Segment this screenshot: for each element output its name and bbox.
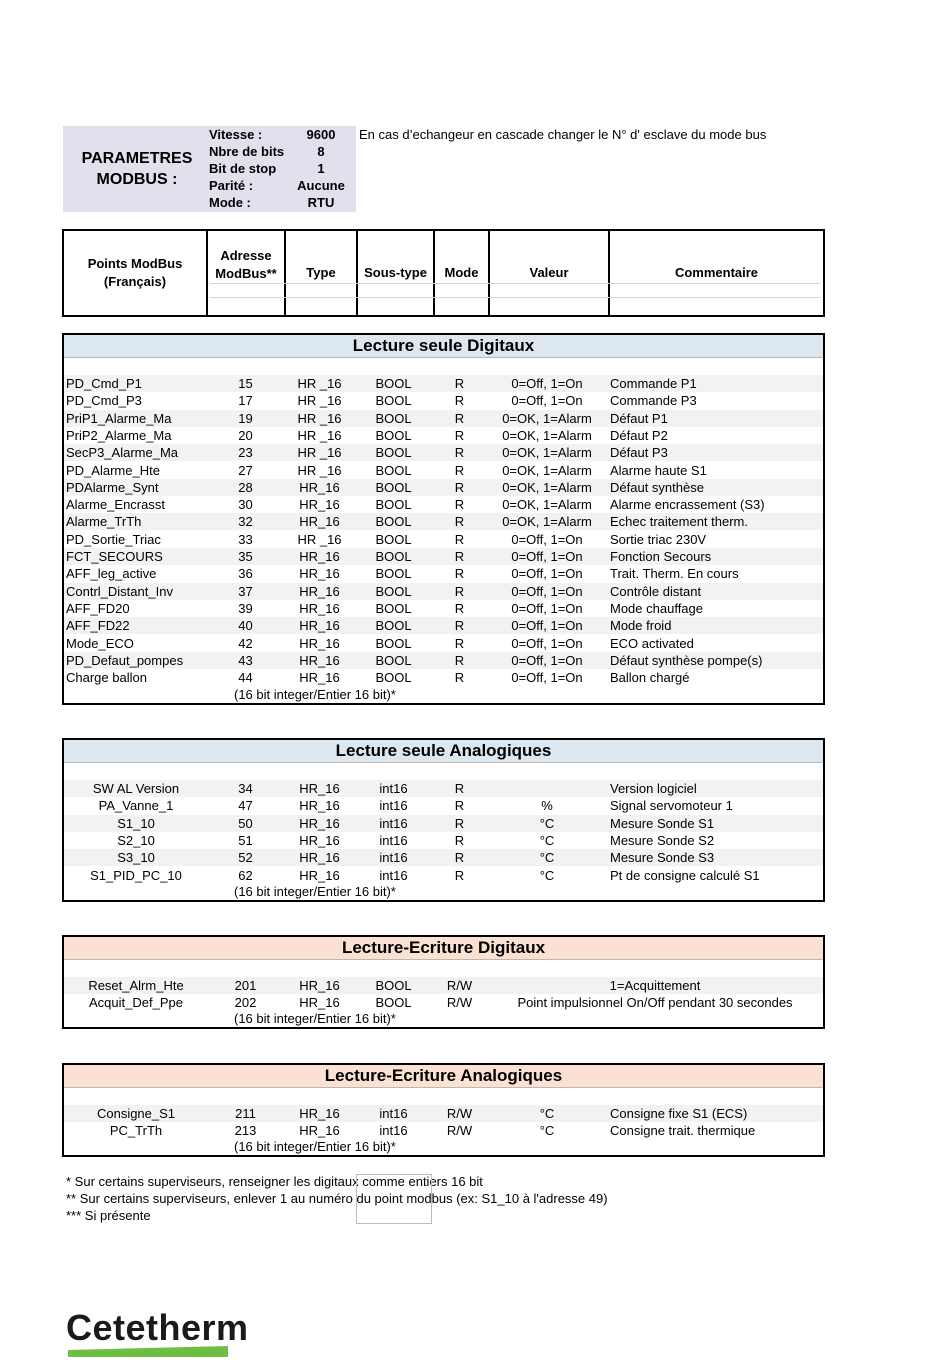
section-title: Lecture seule Digitaux xyxy=(64,335,823,358)
cell-modbus-address: 19 xyxy=(238,410,253,426)
cell-value-range: °C xyxy=(539,1123,555,1139)
section-rw-analog xyxy=(62,1063,825,1157)
cell-subtype: BOOL xyxy=(375,583,412,599)
cell-subtype: BOOL xyxy=(375,514,412,530)
cell-modbus-address: 32 xyxy=(238,514,253,530)
cell-register-type: HR _16 xyxy=(297,531,342,547)
column-header-table xyxy=(62,229,825,317)
cell-access-mode: R xyxy=(454,566,465,582)
cell-comment: Mesure Sonde S3 xyxy=(610,850,715,866)
cell-modbus-address: 50 xyxy=(238,815,253,831)
cell-access-mode: R xyxy=(454,635,465,651)
cell-value-range: 0=Off, 1=On xyxy=(511,618,583,634)
table-row xyxy=(64,565,823,582)
cell-modbus-address: 39 xyxy=(238,600,253,616)
cell-comment: Alarme encrassement (S3) xyxy=(610,497,765,513)
param-value-parity: Aucune xyxy=(297,178,345,193)
cell-register-type: HR _16 xyxy=(297,410,342,426)
param-value-bits: 8 xyxy=(317,144,325,159)
cell-access-mode: R xyxy=(454,445,465,461)
cell-point-name: PD_Alarme_Hte xyxy=(66,462,160,478)
header-comment: Commentaire xyxy=(674,265,759,280)
cell-comment: Fonction Secours xyxy=(610,549,712,564)
table-row xyxy=(64,652,823,669)
cell-subtype: BOOL xyxy=(375,531,412,547)
header-name-line1: Points ModBus xyxy=(87,256,183,271)
header-mode: Mode xyxy=(435,231,490,315)
cell-point-name: PD_Cmd_P1 xyxy=(66,376,142,391)
cell-modbus-address: 20 xyxy=(238,427,253,443)
cell-point-name: S3_10 xyxy=(117,850,155,866)
cell-comment: Mesure Sonde S1 xyxy=(610,815,715,831)
param-label-parity: Parité : xyxy=(209,178,254,193)
cell-access-mode: R xyxy=(454,531,465,547)
cell-register-type: HR _16 xyxy=(297,462,342,478)
table-row xyxy=(64,496,823,513)
cell-modbus-address: 28 xyxy=(238,479,253,495)
cell-comment: Défaut synthèse pompe(s) xyxy=(610,652,763,668)
cell-subtype: BOOL xyxy=(375,393,412,409)
cell-value-range: 0=Off, 1=On xyxy=(511,635,583,651)
cell-subtype: BOOL xyxy=(375,376,412,391)
cell-subtype: BOOL xyxy=(375,995,412,1011)
cell-modbus-address: 34 xyxy=(238,781,253,796)
cell-comment: Consigne trait. thermique xyxy=(610,1123,756,1139)
section-footnote: (16 bit integer/Entier 16 bit)* xyxy=(234,1139,396,1154)
cell-value-range: 0=Off, 1=On xyxy=(511,393,583,409)
cell-register-type: HR_16 xyxy=(299,781,340,796)
footnote-2: ** Sur certains superviseurs, enlever 1 au numéro du point modbus (ex: S1_10 à l'adresse 49) xyxy=(66,1191,608,1206)
cell-point-name: Alarme_TrTh xyxy=(66,514,142,530)
cell-modbus-address: 43 xyxy=(238,652,253,668)
cell-access-mode: R xyxy=(454,850,465,866)
cell-comment: Trait. Therm. En cours xyxy=(610,566,739,582)
cell-access-mode: R xyxy=(454,376,465,391)
cell-point-name: SW AL Version xyxy=(92,781,180,796)
table-row xyxy=(64,832,823,849)
cell-comment: Consigne fixe S1 (ECS) xyxy=(610,1106,748,1121)
cell-subtype: BOOL xyxy=(375,479,412,495)
cell-subtype: BOOL xyxy=(375,427,412,443)
cell-register-type: HR_16 xyxy=(299,514,340,530)
cell-point-name: Contrl_Distant_Inv xyxy=(66,583,173,599)
cell-subtype: BOOL xyxy=(375,445,412,461)
cell-access-mode: R xyxy=(454,410,465,426)
cell-comment: Ballon chargé xyxy=(610,670,690,686)
cell-point-name: SecP3_Alarme_Ma xyxy=(66,445,178,461)
table-row xyxy=(64,548,823,565)
cell-register-type: HR_16 xyxy=(299,652,340,668)
cell-modbus-address: 23 xyxy=(238,445,253,461)
table-row xyxy=(64,1105,823,1122)
table-row xyxy=(64,410,823,427)
cell-modbus-address: 27 xyxy=(238,462,253,478)
table-row xyxy=(64,617,823,634)
cell-comment: Défaut P3 xyxy=(610,445,668,461)
cell-modbus-address: 202 xyxy=(234,995,257,1011)
cell-point-name: Acquit_Def_Ppe xyxy=(89,995,183,1011)
cell-comment: 1=Acquittement xyxy=(609,978,701,993)
cell-register-type: HR _16 xyxy=(297,376,342,391)
cell-modbus-address: 52 xyxy=(238,850,253,866)
modbus-parameters-title xyxy=(66,148,208,190)
table-row xyxy=(64,815,823,832)
cell-register-type: HR_16 xyxy=(299,566,340,582)
cell-comment: Signal servomoteur 1 xyxy=(610,798,733,814)
cell-value-range: °C xyxy=(539,832,555,848)
table-row xyxy=(64,479,823,496)
cell-access-mode: R xyxy=(454,832,465,848)
cell-value-range: 0=Off, 1=On xyxy=(511,376,583,391)
cell-register-type: HR_16 xyxy=(299,798,340,814)
cell-register-type: HR_16 xyxy=(299,600,340,616)
param-label-speed: Vitesse : xyxy=(209,127,263,142)
cell-subtype: BOOL xyxy=(375,410,412,426)
cell-register-type: HR_16 xyxy=(299,978,340,993)
cascade-note: En cas d’echangeur en cascade changer le N° d' esclave du mode bus xyxy=(359,127,767,142)
cell-comment: Alarme haute S1 xyxy=(610,462,707,478)
table-row xyxy=(64,635,823,652)
cell-point-name: S1_PID_PC_10 xyxy=(90,867,182,883)
cell-access-mode: R xyxy=(454,427,465,443)
params-title-line2: MODBUS : xyxy=(96,171,178,188)
cell-subtype: BOOL xyxy=(375,618,412,634)
section-rw-digital xyxy=(62,935,825,1029)
cell-point-name: PD_Cmd_P3 xyxy=(66,393,142,409)
cell-point-name: S2_10 xyxy=(117,832,155,848)
table-row xyxy=(64,867,823,884)
cell-comment: Mode froid xyxy=(610,618,672,634)
cell-value-range: 0=OK, 1=Alarm xyxy=(502,497,592,513)
cell-register-type: HR_16 xyxy=(299,497,340,513)
param-value-mode: RTU xyxy=(307,195,335,210)
cell-value-range: 0=OK, 1=Alarm xyxy=(502,410,592,426)
header-points-modbus xyxy=(64,231,208,315)
empty-cell-outline xyxy=(356,1174,432,1224)
cell-point-name: Charge ballon xyxy=(66,670,147,686)
cell-access-mode: R xyxy=(454,867,465,883)
cell-access-mode: R xyxy=(454,393,465,409)
cetetherm-logo: Cetetherm xyxy=(66,1307,249,1348)
cell-comment: ECO activated xyxy=(610,635,694,651)
logo-swoosh-icon xyxy=(68,1346,228,1357)
cell-value-range: 0=OK, 1=Alarm xyxy=(502,514,592,530)
cell-modbus-address: 211 xyxy=(235,1106,256,1121)
cell-point-name: S1_10 xyxy=(117,815,155,831)
cell-register-type: HR_16 xyxy=(299,583,340,599)
cell-subtype: int16 xyxy=(379,867,408,883)
cell-point-name: AFF_FD22 xyxy=(66,618,130,634)
header-addr-line2: ModBus** xyxy=(215,266,277,281)
section-title: Lecture-Ecriture Analogiques xyxy=(64,1065,823,1088)
cell-point-name: AFF_leg_active xyxy=(66,566,157,582)
cell-value-range: °C xyxy=(539,867,555,883)
table-row xyxy=(64,849,823,866)
cell-modbus-address: 213 xyxy=(234,1123,257,1139)
cell-modbus-address: 44 xyxy=(238,670,253,686)
cell-register-type: HR_16 xyxy=(299,479,340,495)
param-label-mode: Mode : xyxy=(209,195,251,210)
cell-value-range: 0=Off, 1=On xyxy=(511,549,583,564)
cell-value-range: °C xyxy=(539,815,555,831)
cell-access-mode: R xyxy=(454,549,465,564)
cell-value-range: 0=OK, 1=Alarm xyxy=(502,445,592,461)
cell-register-type: HR_16 xyxy=(299,995,340,1011)
cell-modbus-address: 62 xyxy=(238,867,253,883)
header-address xyxy=(208,231,286,315)
header-grid-line xyxy=(210,283,821,284)
table-row xyxy=(64,669,823,686)
cell-value-range: % xyxy=(541,798,553,814)
cell-access-mode: R/W xyxy=(446,1123,473,1139)
cell-subtype: BOOL xyxy=(375,635,412,651)
cell-access-mode: R/W xyxy=(446,978,473,993)
header-subtype: Sous-type xyxy=(358,231,435,315)
cell-subtype: BOOL xyxy=(375,670,412,686)
section-read-digital xyxy=(62,333,825,705)
cell-subtype: BOOL xyxy=(375,462,412,478)
cell-comment: Mode chauffage xyxy=(610,600,703,616)
cell-modbus-address: 47 xyxy=(238,798,253,814)
cell-modbus-address: 40 xyxy=(238,618,253,634)
cell-subtype: BOOL xyxy=(375,652,412,668)
cell-access-mode: R xyxy=(454,497,465,513)
cell-value-range: 0=Off, 1=On xyxy=(511,652,583,668)
cell-comment: Sortie triac 230V xyxy=(610,531,707,547)
cell-modbus-address: 17 xyxy=(238,393,253,409)
cell-comment: Version logiciel xyxy=(610,781,697,796)
cell-register-type: HR _16 xyxy=(297,427,342,443)
cell-point-name: PC_TrTh xyxy=(109,1123,163,1139)
cell-register-type: HR_16 xyxy=(299,670,340,686)
cell-access-mode: R xyxy=(454,583,465,599)
section-footnote: (16 bit integer/Entier 16 bit)* xyxy=(234,687,396,702)
cell-point-name: Reset_Alrm_Hte xyxy=(88,978,184,993)
table-row xyxy=(64,513,823,530)
cell-comment: Défaut P1 xyxy=(610,410,668,426)
footnote-1: * Sur certains superviseurs, renseigner les digitaux comme entiers 16 bit xyxy=(66,1174,483,1189)
cell-register-type: HR_16 xyxy=(299,815,340,831)
cell-access-mode: R/W xyxy=(446,995,473,1011)
section-read-analog xyxy=(62,738,825,902)
cell-point-name: PDAlarme_Synt xyxy=(66,479,159,495)
cell-comment: Echec traitement therm. xyxy=(610,514,748,530)
cell-access-mode: R/W xyxy=(446,1106,473,1121)
cell-access-mode: R xyxy=(454,618,465,634)
cell-modbus-address: 33 xyxy=(238,531,253,547)
cell-modbus-address: 35 xyxy=(238,549,253,564)
cell-subtype: BOOL xyxy=(375,549,412,564)
cell-subtype: int16 xyxy=(379,798,408,814)
cell-subtype: BOOL xyxy=(375,978,412,993)
table-row xyxy=(64,994,823,1011)
cell-register-type: HR_16 xyxy=(299,549,340,564)
header-addr-line1: Adresse xyxy=(220,248,272,263)
cell-point-name: Mode_ECO xyxy=(66,635,134,651)
cell-subtype: int16 xyxy=(379,832,408,848)
cell-value-range: °C xyxy=(539,850,555,866)
cell-point-name: FCT_SECOURS xyxy=(66,549,163,564)
cell-comment: Commande P3 xyxy=(610,393,697,409)
table-row xyxy=(64,797,823,814)
cell-modbus-address: 37 xyxy=(238,583,253,599)
cell-access-mode: R xyxy=(454,462,465,478)
cell-access-mode: R xyxy=(454,815,465,831)
param-label-bits: Nbre de bits xyxy=(209,144,285,159)
table-row xyxy=(64,531,823,548)
param-value-speed: 9600 xyxy=(306,127,336,142)
cell-subtype: BOOL xyxy=(375,566,412,582)
table-row xyxy=(64,427,823,444)
cell-register-type: HR _16 xyxy=(297,393,342,409)
cell-access-mode: R xyxy=(454,514,465,530)
cell-comment: Défaut synthèse xyxy=(610,479,704,495)
cell-value-range: °C xyxy=(539,1106,555,1121)
cell-point-name: AFF_FD20 xyxy=(66,600,130,616)
cell-point-name: PA_Vanne_1 xyxy=(98,798,174,814)
cell-value-range: 0=OK, 1=Alarm xyxy=(502,462,592,478)
cell-comment: Pt de consigne calculé S1 xyxy=(610,867,760,883)
header-grid-line xyxy=(210,297,821,298)
header-value: Valeur xyxy=(490,231,610,315)
table-row xyxy=(64,583,823,600)
cell-subtype: int16 xyxy=(379,1123,408,1139)
table-row xyxy=(64,1122,823,1139)
cell-modbus-address: 42 xyxy=(238,635,253,651)
cell-value-range: 0=Off, 1=On xyxy=(511,583,583,599)
cell-register-type: HR _16 xyxy=(297,445,342,461)
cell-access-mode: R xyxy=(454,670,465,686)
header-type: Type xyxy=(286,231,358,315)
cell-access-mode: R xyxy=(454,652,465,668)
cell-modbus-address: 15 xyxy=(238,376,253,391)
cell-modbus-address: 30 xyxy=(238,497,253,513)
cell-comment: Contrôle distant xyxy=(610,583,702,599)
cell-subtype: int16 xyxy=(379,815,408,831)
params-title-line1: PARAMETRES xyxy=(81,150,193,167)
cell-point-name: PD_Sortie_Triac xyxy=(66,531,161,547)
cell-subtype: int16 xyxy=(379,850,408,866)
cell-register-type: HR_16 xyxy=(299,1106,340,1121)
cell-register-type: HR_16 xyxy=(299,635,340,651)
table-row xyxy=(64,444,823,461)
cell-value-range: 0=Off, 1=On xyxy=(511,566,583,582)
cell-access-mode: R xyxy=(454,600,465,616)
cell-comment: Commande P1 xyxy=(610,376,697,391)
table-row xyxy=(64,392,823,409)
param-label-stop-bit: Bit de stop xyxy=(209,161,277,176)
footnote-3: *** Si présente xyxy=(66,1208,151,1223)
section-footnote: (16 bit integer/Entier 16 bit)* xyxy=(234,884,396,899)
cell-access-mode: R xyxy=(454,798,465,814)
cell-register-type: HR_16 xyxy=(299,1123,340,1139)
section-footnote: (16 bit integer/Entier 16 bit)* xyxy=(234,1011,396,1026)
cell-modbus-address: 36 xyxy=(238,566,253,582)
cell-register-type: HR_16 xyxy=(299,867,340,883)
param-value-stop-bit: 1 xyxy=(317,161,325,176)
cell-comment: Défaut P2 xyxy=(610,427,668,443)
cell-value-range: 0=OK, 1=Alarm xyxy=(502,479,592,495)
cell-access-mode: R xyxy=(454,479,465,495)
cell-point-name: PriP2_Alarme_Ma xyxy=(66,427,172,443)
cell-subtype: BOOL xyxy=(375,600,412,616)
table-row xyxy=(64,375,823,392)
cell-value-range: 0=Off, 1=On xyxy=(511,600,583,616)
cell-value-range: 0=Off, 1=On xyxy=(511,531,583,547)
table-row xyxy=(64,780,823,797)
cell-register-type: HR_16 xyxy=(299,850,340,866)
cell-subtype: int16 xyxy=(379,1106,408,1121)
table-row xyxy=(64,462,823,479)
header-name-line2: (Français) xyxy=(103,274,167,289)
cell-subtype: BOOL xyxy=(375,497,412,513)
cell-point-name: Alarme_Encrasst xyxy=(66,497,165,513)
section-title: Lecture-Ecriture Digitaux xyxy=(64,937,823,960)
section-title: Lecture seule Analogiques xyxy=(64,740,823,763)
cell-value-range: 0=OK, 1=Alarm xyxy=(502,427,592,443)
cell-modbus-address: 201 xyxy=(234,978,257,993)
cell-modbus-address: 51 xyxy=(238,832,253,848)
cell-subtype: int16 xyxy=(379,781,408,796)
table-row xyxy=(64,600,823,617)
cell-register-type: HR_16 xyxy=(299,618,340,634)
cell-register-type: HR_16 xyxy=(299,832,340,848)
cell-access-mode: R xyxy=(454,781,465,796)
table-row xyxy=(64,977,823,994)
cell-point-name: Consigne_S1 xyxy=(96,1106,176,1121)
cell-value-range: 0=Off, 1=On xyxy=(511,670,583,686)
cell-comment: Point impulsionnel On/Off pendant 30 secondes xyxy=(517,995,793,1011)
cell-point-name: PD_Defaut_pompes xyxy=(66,652,184,668)
cell-comment: Mesure Sonde S2 xyxy=(610,832,715,848)
cell-point-name: PriP1_Alarme_Ma xyxy=(66,410,172,426)
